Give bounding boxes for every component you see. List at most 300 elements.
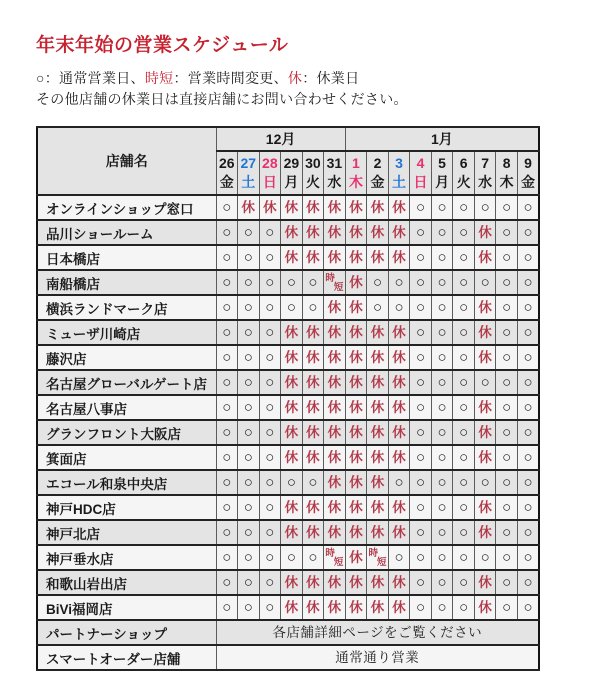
open-mark: ○	[437, 299, 447, 316]
open-mark: ○	[523, 574, 533, 591]
date-weekday: 火	[305, 174, 320, 190]
open-mark: ○	[523, 349, 533, 366]
open-mark: ○	[394, 274, 404, 291]
schedule-mark-cell	[431, 570, 453, 595]
closed-mark: 休	[370, 200, 385, 215]
schedule-mark-cell	[517, 420, 539, 445]
open-mark: ○	[523, 474, 533, 491]
closed-mark: 休	[478, 225, 492, 240]
open-mark: ○	[222, 524, 232, 541]
schedule-mark-cell	[453, 370, 475, 395]
closed-mark: 休	[327, 200, 342, 215]
open-mark: ○	[222, 274, 232, 291]
schedule-mark-cell	[324, 270, 346, 295]
schedule-mark-cell	[474, 345, 496, 370]
schedule-mark-cell	[474, 570, 496, 595]
open-mark: ○	[502, 349, 512, 366]
schedule-mark-cell	[431, 195, 453, 220]
open-mark: ○	[243, 299, 253, 316]
open-mark: ○	[459, 374, 469, 391]
closed-mark: 休	[349, 600, 363, 615]
schedule-mark-cell	[367, 345, 389, 370]
closed-mark: 休	[241, 200, 256, 215]
schedule-mark-cell	[496, 370, 518, 395]
closed-mark: 休	[349, 325, 363, 340]
schedule-mark-cell	[238, 345, 260, 370]
date-header-cell	[388, 151, 410, 195]
schedule-mark-cell	[238, 595, 260, 620]
schedule-mark-cell	[388, 445, 410, 470]
closed-mark: 休	[349, 500, 363, 515]
store-row	[37, 595, 539, 620]
store-row	[37, 570, 539, 595]
schedule-mark-cell	[410, 270, 432, 295]
schedule-mark-cell	[345, 445, 367, 470]
schedule-mark-cell	[216, 470, 238, 495]
schedule-mark-cell	[345, 270, 367, 295]
schedule-mark-cell	[367, 320, 389, 345]
open-mark: ○	[437, 499, 447, 516]
open-mark: ○	[502, 249, 512, 266]
schedule-mark-cell	[281, 370, 303, 395]
schedule-mark-cell	[367, 445, 389, 470]
schedule-mark-cell	[281, 345, 303, 370]
schedule-mark-cell	[367, 195, 389, 220]
open-mark: ○	[502, 449, 512, 466]
closed-mark: 休	[349, 275, 363, 290]
schedule-mark-cell	[281, 245, 303, 270]
schedule-mark-cell	[259, 345, 281, 370]
schedule-mark-cell	[453, 220, 475, 245]
schedule-mark-cell	[238, 195, 260, 220]
schedule-mark-cell	[388, 220, 410, 245]
closed-mark: 休	[284, 375, 299, 390]
schedule-mark-cell	[474, 245, 496, 270]
schedule-mark-cell	[302, 320, 324, 345]
open-mark: ○	[502, 574, 512, 591]
schedule-mark-cell	[302, 570, 324, 595]
schedule-mark-cell	[324, 420, 346, 445]
date-day: 30	[305, 155, 321, 171]
closed-mark: 休	[392, 500, 406, 515]
open-mark: ○	[222, 224, 232, 241]
closed-mark: 休	[478, 600, 492, 615]
schedule-mark-cell	[410, 345, 432, 370]
open-mark: ○	[222, 499, 232, 516]
store-row	[37, 245, 539, 270]
open-mark: ○	[222, 449, 232, 466]
schedule-mark-cell	[410, 395, 432, 420]
open-mark: ○	[437, 449, 447, 466]
open-mark: ○	[416, 574, 426, 591]
schedule-mark-cell	[453, 470, 475, 495]
date-day: 29	[283, 155, 300, 171]
closed-mark: 休	[327, 225, 342, 240]
schedule-mark-cell	[216, 495, 238, 520]
open-mark: ○	[459, 224, 469, 241]
schedule-mark-cell	[259, 595, 281, 620]
store-row	[37, 470, 539, 495]
open-mark: ○	[243, 424, 253, 441]
schedule-mark-cell	[474, 370, 496, 395]
closed-mark: 休	[478, 425, 492, 440]
closed-mark: 休	[284, 200, 299, 215]
closed-mark: 休	[370, 500, 385, 515]
schedule-mark-cell	[216, 395, 238, 420]
short-hours-mark	[324, 549, 344, 568]
open-mark: ○	[523, 199, 533, 216]
schedule-mark-cell	[259, 270, 281, 295]
store-row	[37, 445, 539, 470]
store-row	[37, 195, 539, 220]
schedule-mark-cell	[496, 220, 518, 245]
closed-mark: 休	[349, 400, 363, 415]
schedule-mark-cell	[388, 470, 410, 495]
date-header-cell	[238, 151, 260, 195]
open-mark: ○	[459, 499, 469, 516]
open-mark: ○	[265, 374, 275, 391]
open-mark: ○	[265, 524, 275, 541]
open-mark: ○	[416, 249, 426, 266]
schedule-mark-cell	[216, 445, 238, 470]
short-hours-char: 短	[376, 557, 387, 569]
schedule-mark-cell	[367, 545, 389, 570]
schedule-mark-cell	[302, 395, 324, 420]
store-row	[37, 295, 539, 320]
schedule-mark-cell	[324, 570, 346, 595]
schedule-mark-cell	[517, 345, 539, 370]
open-mark: ○	[502, 274, 512, 291]
closed-mark: 休	[327, 425, 342, 440]
schedule-mark-cell	[431, 420, 453, 445]
schedule-mark-cell	[496, 270, 518, 295]
schedule-mark-cell	[324, 495, 346, 520]
schedule-mark-cell	[281, 420, 303, 445]
schedule-mark-cell	[431, 495, 453, 520]
open-mark: ○	[265, 599, 275, 616]
schedule-mark-cell	[453, 245, 475, 270]
schedule-mark-cell	[474, 270, 496, 295]
date-day: 2	[373, 155, 382, 171]
schedule-mark-cell	[431, 520, 453, 545]
schedule-mark-cell	[238, 445, 260, 470]
store-row	[37, 320, 539, 345]
schedule-mark-cell	[238, 570, 260, 595]
closed-mark: 休	[370, 350, 385, 365]
schedule-mark-cell	[453, 420, 475, 445]
open-mark: ○	[502, 299, 512, 316]
schedule-mark-cell	[474, 545, 496, 570]
closed-mark: 休	[392, 325, 406, 340]
short-hours-mark	[367, 549, 387, 568]
open-mark: ○	[459, 299, 469, 316]
open-mark: ○	[394, 299, 404, 316]
schedule-mark-cell	[324, 345, 346, 370]
open-mark: ○	[416, 349, 426, 366]
open-mark: ○	[222, 324, 232, 341]
schedule-mark-cell	[259, 370, 281, 395]
schedule-mark-cell	[367, 295, 389, 320]
footer-row	[37, 620, 539, 645]
open-mark: ○	[416, 199, 426, 216]
schedule-mark-cell	[302, 495, 324, 520]
open-mark: ○	[416, 374, 426, 391]
schedule-mark-cell	[474, 470, 496, 495]
footer-name-cell: パートナーショップ	[37, 620, 216, 645]
closed-mark: 休	[349, 425, 363, 440]
open-mark: ○	[308, 549, 318, 566]
schedule-mark-cell	[410, 495, 432, 520]
schedule-mark-cell	[345, 245, 367, 270]
date-day: 9	[524, 155, 532, 171]
open-mark: ○	[480, 199, 490, 216]
schedule-mark-cell	[388, 570, 410, 595]
schedule-mark-cell	[238, 470, 260, 495]
open-mark: ○	[459, 249, 469, 266]
schedule-mark-cell	[345, 470, 367, 495]
schedule-mark-cell	[345, 595, 367, 620]
open-mark: ○	[502, 499, 512, 516]
schedule-mark-cell	[517, 320, 539, 345]
open-mark: ○	[222, 599, 232, 616]
schedule-mark-cell	[345, 345, 367, 370]
schedule-mark-cell	[324, 545, 346, 570]
schedule-mark-cell	[517, 445, 539, 470]
schedule-mark-cell	[474, 495, 496, 520]
schedule-mark-cell	[216, 595, 238, 620]
store-row	[37, 395, 539, 420]
schedule-mark-cell	[431, 470, 453, 495]
date-header-cell	[302, 151, 324, 195]
schedule-mark-cell	[453, 595, 475, 620]
schedule-mark-cell	[496, 195, 518, 220]
closed-mark: 休	[284, 400, 299, 415]
date-day: 3	[395, 155, 403, 171]
open-mark: ○	[265, 274, 275, 291]
open-mark: ○	[437, 274, 447, 291]
open-mark: ○	[265, 324, 275, 341]
schedule-mark-cell	[388, 320, 410, 345]
schedule-mark-cell	[388, 595, 410, 620]
closed-mark: 休	[478, 450, 492, 465]
schedule-mark-cell	[259, 545, 281, 570]
schedule-mark-cell	[216, 345, 238, 370]
open-mark: ○	[308, 299, 318, 316]
schedule-mark-cell	[345, 295, 367, 320]
date-day: 5	[438, 155, 446, 171]
schedule-mark-cell	[281, 570, 303, 595]
open-mark: ○	[243, 374, 253, 391]
closed-mark: 休	[263, 200, 277, 215]
open-mark: ○	[502, 374, 512, 391]
schedule-mark-cell	[238, 420, 260, 445]
schedule-mark-cell	[302, 520, 324, 545]
schedule-mark-cell	[496, 320, 518, 345]
header-month-row	[37, 127, 539, 151]
schedule-mark-cell	[302, 470, 324, 495]
open-mark: ○	[243, 474, 253, 491]
open-mark: ○	[265, 399, 275, 416]
open-mark: ○	[459, 424, 469, 441]
open-mark: ○	[243, 499, 253, 516]
closed-mark: 休	[370, 450, 385, 465]
closed-mark: 休	[349, 300, 363, 315]
open-mark: ○	[308, 274, 318, 291]
open-mark: ○	[222, 249, 232, 266]
schedule-mark-cell	[345, 420, 367, 445]
open-mark: ○	[243, 399, 253, 416]
closed-mark: 休	[284, 325, 299, 340]
date-day: 26	[218, 155, 235, 171]
schedule-mark-cell	[496, 420, 518, 445]
store-row	[37, 420, 539, 445]
schedule-mark-cell	[216, 270, 238, 295]
schedule-mark-cell	[259, 445, 281, 470]
date-weekday: 金	[219, 174, 234, 190]
open-mark: ○	[502, 599, 512, 616]
open-mark: ○	[222, 574, 232, 591]
schedule-mark-cell	[453, 570, 475, 595]
closed-mark: 休	[284, 600, 299, 615]
open-mark: ○	[437, 524, 447, 541]
closed-mark: 休	[306, 200, 320, 215]
schedule-mark-cell	[453, 495, 475, 520]
date-weekday: 木	[499, 174, 514, 190]
closed-mark: 休	[284, 250, 299, 265]
schedule-mark-cell	[496, 245, 518, 270]
schedule-mark-cell	[517, 220, 539, 245]
closed-mark: 休	[306, 325, 320, 340]
closed-mark: 休	[370, 425, 385, 440]
open-mark: ○	[523, 299, 533, 316]
open-mark: ○	[416, 399, 426, 416]
schedule-mark-cell	[496, 470, 518, 495]
store-row	[37, 345, 539, 370]
schedule-mark-cell	[496, 395, 518, 420]
schedule-mark-cell	[517, 470, 539, 495]
closed-mark: 休	[349, 375, 363, 390]
date-header-cell	[453, 151, 475, 195]
schedule-mark-cell	[367, 395, 389, 420]
open-mark: ○	[437, 424, 447, 441]
open-mark: ○	[480, 474, 490, 491]
open-mark: ○	[523, 224, 533, 241]
closed-mark: 休	[327, 300, 342, 315]
store-name-cell: 日本橋店	[37, 245, 216, 270]
schedule-mark-cell	[345, 545, 367, 570]
short-hours-char: 短	[333, 282, 344, 294]
store-name-cell: エコール和泉中央店	[37, 470, 216, 495]
schedule-mark-cell	[281, 195, 303, 220]
closed-mark: 休	[349, 525, 363, 540]
schedule-mark-cell	[474, 320, 496, 345]
schedule-mark-cell	[238, 220, 260, 245]
open-mark: ○	[265, 424, 275, 441]
schedule-mark-cell	[281, 470, 303, 495]
schedule-mark-cell	[431, 245, 453, 270]
store-name-cell: 名古屋八事店	[37, 395, 216, 420]
schedule-mark-cell	[281, 295, 303, 320]
open-mark: ○	[286, 549, 296, 566]
schedule-mark-cell	[367, 420, 389, 445]
schedule-mark-cell	[410, 470, 432, 495]
closed-mark: 休	[392, 600, 406, 615]
open-mark: ○	[502, 324, 512, 341]
open-mark: ○	[437, 399, 447, 416]
open-mark: ○	[459, 574, 469, 591]
schedule-mark-cell	[238, 295, 260, 320]
closed-mark: 休	[306, 525, 320, 540]
schedule-mark-cell	[388, 270, 410, 295]
open-mark: ○	[523, 324, 533, 341]
open-mark: ○	[437, 374, 447, 391]
schedule-mark-cell	[388, 520, 410, 545]
store-name-header: 店舗名	[37, 127, 216, 195]
open-mark: ○	[416, 499, 426, 516]
closed-mark: 休	[349, 475, 363, 490]
open-mark: ○	[222, 474, 232, 491]
store-name-cell: 名古屋グローバルゲート店	[37, 370, 216, 395]
open-mark: ○	[437, 199, 447, 216]
schedule-mark-cell	[302, 445, 324, 470]
schedule-mark-cell	[410, 245, 432, 270]
footer-row	[37, 645, 539, 670]
closed-mark: 休	[370, 375, 385, 390]
closed-mark: 休	[392, 225, 406, 240]
legend-line-2: その他店舗の休業日は直接店舗にお問い合わせください。	[36, 91, 408, 107]
schedule-mark-cell	[517, 245, 539, 270]
open-mark: ○	[416, 299, 426, 316]
open-mark: ○	[459, 474, 469, 491]
schedule-mark-cell	[259, 495, 281, 520]
open-mark: ○	[416, 549, 426, 566]
legend-segment: ：営業時間変更、	[173, 70, 288, 86]
store-row	[37, 220, 539, 245]
closed-mark: 休	[370, 575, 385, 590]
schedule-mark-cell	[216, 545, 238, 570]
open-mark: ○	[243, 249, 253, 266]
closed-mark: 休	[478, 300, 492, 315]
closed-mark: 休	[392, 525, 406, 540]
open-mark: ○	[523, 449, 533, 466]
store-name-cell: ミューザ川崎店	[37, 320, 216, 345]
schedule-mark-cell	[431, 445, 453, 470]
schedule-mark-cell	[345, 320, 367, 345]
schedule-mark-cell	[410, 570, 432, 595]
closed-mark: 休	[478, 250, 492, 265]
closed-mark: 休	[370, 475, 385, 490]
open-mark: ○	[416, 474, 426, 491]
schedule-mark-cell	[517, 195, 539, 220]
date-weekday: 水	[478, 174, 493, 190]
schedule-mark-cell	[238, 520, 260, 545]
legend-segment: 休	[287, 70, 303, 86]
short-hours-char: 短	[333, 557, 344, 569]
open-mark: ○	[459, 349, 469, 366]
schedule-mark-cell	[431, 395, 453, 420]
legend-segment: ○：通常営業日、	[36, 70, 145, 86]
schedule-mark-cell	[474, 395, 496, 420]
schedule-mark-cell	[281, 545, 303, 570]
open-mark: ○	[222, 199, 232, 216]
open-mark: ○	[437, 474, 447, 491]
closed-mark: 休	[284, 500, 299, 515]
date-weekday: 日	[413, 174, 428, 190]
date-weekday: 金	[520, 174, 535, 190]
open-mark: ○	[265, 299, 275, 316]
schedule-mark-cell	[517, 545, 539, 570]
store-name-cell: オンラインショップ窓口	[37, 195, 216, 220]
